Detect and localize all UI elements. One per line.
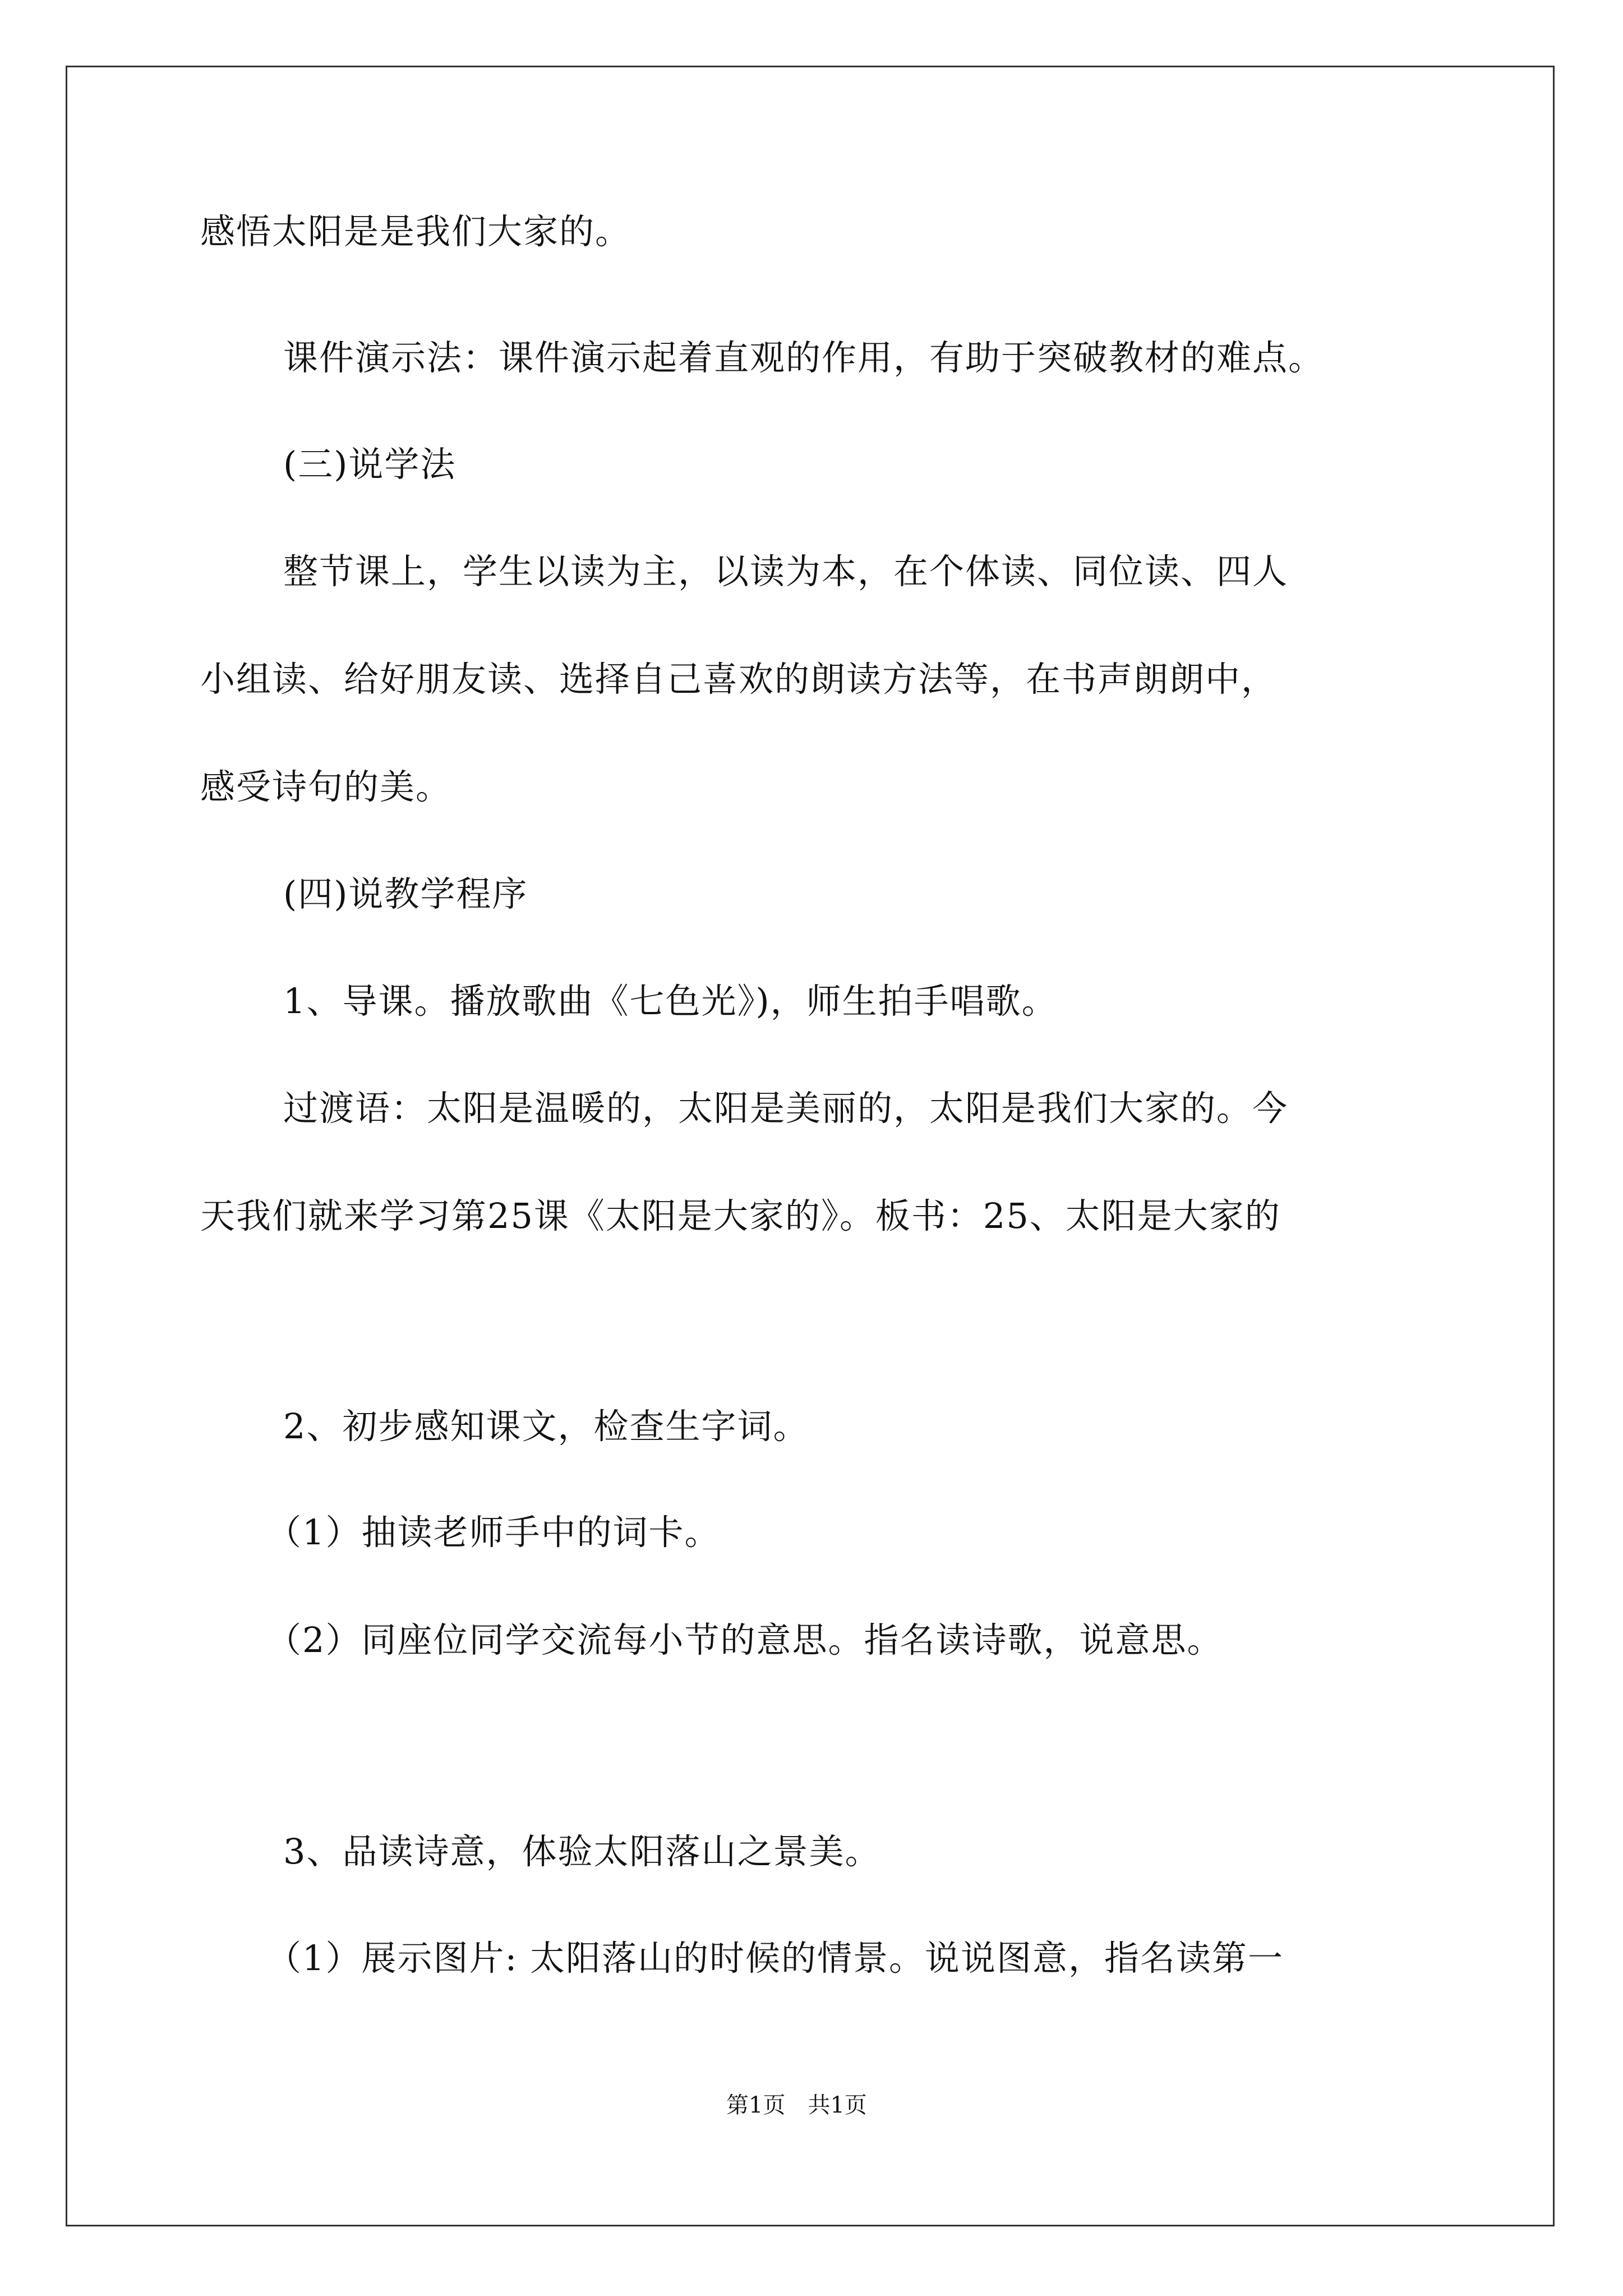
text-line: 过渡语：太阳是温暖的，太阳是美丽的，太阳是我们大家的。今 [283,1088,1289,1129]
text-line: 1、导课。播放歌曲《七色光》)，师生拍手唱歌。 [283,981,1058,1022]
text-line: 课件演示法：课件演示起着直观的作用，有助于突破教材的难点。 [283,337,1325,378]
page-total: 共1页 [808,2092,867,2118]
text-line: 感受诗句的美。 [200,766,452,807]
text-line: （1）抽读老师手中的词卡。 [266,1512,721,1553]
text-line: (四)说教学程序 [283,873,528,914]
page-number: 第1页 [726,2092,786,2118]
text-line: 整节课上，学生以读为主，以读为本，在个体读、同位读、四人 [283,551,1289,592]
page-footer [726,2094,867,2116]
text-line: 天我们就来学习第25课《太阳是大家的》。板书：25、太阳是大家的 [200,1195,1281,1236]
text-line: (三)说学法 [283,444,457,485]
text-line: 感悟太阳是是我们大家的。 [200,211,631,252]
text-line: 小组读、给好朋友读、选择自己喜欢的朗读方法等，在书声朗朗中， [200,659,1278,700]
text-line: 2、初步感知课文，检查生字词。 [283,1406,809,1447]
text-line: （1）展示图片: 太阳落山的时候的情景。说说图意，指名读第一 [266,1938,1284,1978]
text-line: 3、品读诗意，体验太阳落山之景美。 [283,1831,881,1872]
page-border [66,66,1555,2226]
text-line: （2）同座位同学交流每小节的意思。指名读诗歌，说意思。 [266,1619,1223,1660]
